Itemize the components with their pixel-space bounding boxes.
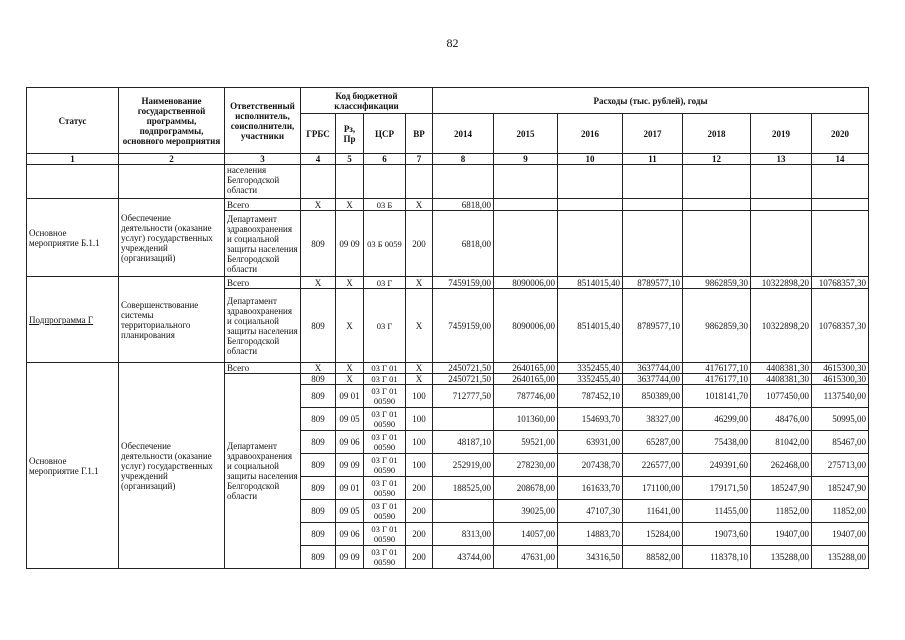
amount-cell: 19073,60 <box>683 523 751 546</box>
header-csr: ЦСР <box>364 114 406 154</box>
responsible-cell: населения Белгородской области <box>225 165 301 199</box>
rzpr-cell: 09 01 <box>336 477 364 500</box>
header-year: 2014 <box>433 114 494 154</box>
column-number: 10 <box>558 154 623 165</box>
vr-cell: 200 <box>406 477 433 500</box>
amount-cell: 46299,00 <box>683 408 751 431</box>
column-number: 4 <box>301 154 336 165</box>
responsible-cell: Всего <box>225 277 301 289</box>
amount-cell: 8789577,10 <box>623 277 683 289</box>
table-row <box>27 199 869 211</box>
amount-cell <box>494 199 558 211</box>
vr-cell: 100 <box>406 385 433 408</box>
amount-cell: 4408381,30 <box>751 363 812 374</box>
header-grbs: ГРБС <box>301 114 336 154</box>
status-cell: Подпрограмма Г <box>27 277 119 363</box>
amount-cell: 252919,00 <box>433 454 494 477</box>
csr-cell: 03 Г 01 00590 <box>364 500 406 523</box>
amount-cell: 154693,70 <box>558 408 623 431</box>
empty-cell <box>433 165 494 199</box>
empty-cell <box>119 165 225 199</box>
amount-cell: 1077450,00 <box>751 385 812 408</box>
responsible-cell: Департамент здравоохранения и социальной защиты населения Белгородской области <box>225 211 301 277</box>
amount-cell: 48187,10 <box>433 431 494 454</box>
amount-cell: 3637744,00 <box>623 363 683 374</box>
amount-cell: 185247,90 <box>751 477 812 500</box>
amount-cell: 179171,50 <box>683 477 751 500</box>
column-number: 14 <box>812 154 869 165</box>
responsible-cell: Департамент здравоохранения и социальной защиты населения Белгородской области <box>225 374 301 569</box>
amount-cell: 10768357,30 <box>812 289 869 363</box>
amount-cell <box>751 199 812 211</box>
amount-cell: 88582,00 <box>623 546 683 569</box>
grbs-cell: 809 <box>301 408 336 431</box>
amount-cell: 9862859,30 <box>683 277 751 289</box>
responsible-cell: Департамент здравоохранения и социальной защиты населения Белгородской области <box>225 289 301 363</box>
amount-cell <box>623 211 683 277</box>
amount-cell: 7459159,00 <box>433 277 494 289</box>
empty-cell <box>336 165 364 199</box>
amount-cell: 1018141,70 <box>683 385 751 408</box>
amount-cell: 75438,00 <box>683 431 751 454</box>
rzpr-cell: Х <box>336 374 364 385</box>
amount-cell: 10768357,30 <box>812 277 869 289</box>
amount-cell: 118378,10 <box>683 546 751 569</box>
header-year: 2020 <box>812 114 869 154</box>
vr-cell: 200 <box>406 523 433 546</box>
grbs-cell: 809 <box>301 477 336 500</box>
amount-cell: 171100,00 <box>623 477 683 500</box>
amount-cell: 4615300,30 <box>812 374 869 385</box>
grbs-cell: 809 <box>301 454 336 477</box>
amount-cell: 11641,00 <box>623 500 683 523</box>
column-number: 8 <box>433 154 494 165</box>
amount-cell: 81042,00 <box>751 431 812 454</box>
column-number: 3 <box>225 154 301 165</box>
grbs-cell: 809 <box>301 546 336 569</box>
amount-cell: 4176177,10 <box>683 363 751 374</box>
amount-cell: 1137540,00 <box>812 385 869 408</box>
amount-cell: 4176177,10 <box>683 374 751 385</box>
amount-cell: 135288,00 <box>751 546 812 569</box>
column-number: 13 <box>751 154 812 165</box>
amount-cell: 6818,00 <box>433 211 494 277</box>
amount-cell: 11852,00 <box>812 500 869 523</box>
header-vr: ВР <box>406 114 433 154</box>
csr-cell: 03 Г 01 00590 <box>364 523 406 546</box>
amount-cell <box>433 408 494 431</box>
vr-cell: 100 <box>406 408 433 431</box>
header-year: 2017 <box>623 114 683 154</box>
column-number: 2 <box>119 154 225 165</box>
amount-cell: 8514015,40 <box>558 289 623 363</box>
amount-cell: 15284,00 <box>623 523 683 546</box>
amount-cell: 4615300,30 <box>812 363 869 374</box>
amount-cell: 8514015,40 <box>558 277 623 289</box>
csr-cell: 03 Г 01 00590 <box>364 408 406 431</box>
empty-cell <box>301 165 336 199</box>
continuation-row <box>27 165 869 199</box>
csr-cell: 03 Г 01 00590 <box>364 477 406 500</box>
name-cell: Совершенствование системы территориального планирования <box>119 277 225 363</box>
amount-cell: 226577,00 <box>623 454 683 477</box>
amount-cell: 3352455,40 <box>558 363 623 374</box>
rzpr-cell: Х <box>336 289 364 363</box>
amount-cell <box>494 211 558 277</box>
csr-cell: 03 Г 01 00590 <box>364 454 406 477</box>
amount-cell: 101360,00 <box>494 408 558 431</box>
amount-cell: 2640165,00 <box>494 374 558 385</box>
grbs-cell: 809 <box>301 289 336 363</box>
status-cell: Основное мероприятие Б.1.1 <box>27 199 119 277</box>
amount-cell: 135288,00 <box>812 546 869 569</box>
empty-cell <box>812 165 869 199</box>
amount-cell: 2450721,50 <box>433 374 494 385</box>
vr-cell: Х <box>406 363 433 374</box>
rzpr-cell: 09 05 <box>336 408 364 431</box>
amount-cell: 4408381,30 <box>751 374 812 385</box>
amount-cell: 59521,00 <box>494 431 558 454</box>
csr-cell: 03 Г 01 00590 <box>364 385 406 408</box>
vr-cell: 200 <box>406 546 433 569</box>
empty-cell <box>558 165 623 199</box>
empty-cell <box>623 165 683 199</box>
amount-cell <box>558 199 623 211</box>
amount-cell <box>751 211 812 277</box>
amount-cell: 3637744,00 <box>623 374 683 385</box>
status-cell: Основное мероприятие Г.1.1 <box>27 363 119 569</box>
vr-cell: 100 <box>406 431 433 454</box>
name-cell: Обеспечение деятельности (оказание услуг) государственных учреждений (организаций) <box>119 363 225 569</box>
amount-cell: 6818,00 <box>433 199 494 211</box>
empty-cell <box>494 165 558 199</box>
empty-cell <box>27 165 119 199</box>
amount-cell: 14883,70 <box>558 523 623 546</box>
amount-cell: 19407,00 <box>812 523 869 546</box>
amount-cell <box>812 199 869 211</box>
rzpr-cell: 09 09 <box>336 211 364 277</box>
amount-cell: 8789577,10 <box>623 289 683 363</box>
rzpr-cell: 09 06 <box>336 523 364 546</box>
header-year: 2019 <box>751 114 812 154</box>
amount-cell: 712777,50 <box>433 385 494 408</box>
amount-cell: 48476,00 <box>751 408 812 431</box>
column-number: 12 <box>683 154 751 165</box>
amount-cell: 3352455,40 <box>558 374 623 385</box>
table-row <box>27 277 869 289</box>
amount-cell: 19407,00 <box>751 523 812 546</box>
rzpr-cell: 09 01 <box>336 385 364 408</box>
budget-table <box>26 87 869 569</box>
grbs-cell: 809 <box>301 211 336 277</box>
header-rzpr: Рз, Пр <box>336 114 364 154</box>
csr-cell: 03 Г 01 00590 <box>364 546 406 569</box>
grbs-cell: 809 <box>301 500 336 523</box>
amount-cell <box>558 211 623 277</box>
vr-cell: Х <box>406 199 433 211</box>
header-year: 2015 <box>494 114 558 154</box>
rzpr-cell: 09 09 <box>336 454 364 477</box>
column-number: 6 <box>364 154 406 165</box>
grbs-cell: Х <box>301 199 336 211</box>
rzpr-cell: 09 09 <box>336 546 364 569</box>
header-name: Наименование государственной программы, подпрограммы, основного мероприятия <box>119 88 225 154</box>
amount-cell: 47107,30 <box>558 500 623 523</box>
amount-cell: 2640165,00 <box>494 363 558 374</box>
column-number: 9 <box>494 154 558 165</box>
amount-cell: 7459159,00 <box>433 289 494 363</box>
header-status: Статус <box>27 88 119 154</box>
amount-cell: 275713,00 <box>812 454 869 477</box>
column-number: 1 <box>27 154 119 165</box>
empty-cell <box>364 165 406 199</box>
page-number: 82 <box>446 36 459 50</box>
csr-cell: 03 Б 0059 <box>364 211 406 277</box>
amount-cell: 8090006,00 <box>494 277 558 289</box>
grbs-cell: Х <box>301 277 336 289</box>
csr-cell: 03 Г 01 <box>364 363 406 374</box>
amount-cell <box>683 199 751 211</box>
column-number: 5 <box>336 154 364 165</box>
amount-cell: 11455,00 <box>683 500 751 523</box>
amount-cell <box>683 211 751 277</box>
amount-cell: 185247,90 <box>812 477 869 500</box>
amount-cell: 208678,00 <box>494 477 558 500</box>
amount-cell: 10322898,20 <box>751 289 812 363</box>
vr-cell: Х <box>406 289 433 363</box>
amount-cell: 47631,00 <box>494 546 558 569</box>
header-year: 2018 <box>683 114 751 154</box>
amount-cell: 43744,00 <box>433 546 494 569</box>
amount-cell: 10322898,20 <box>751 277 812 289</box>
rzpr-cell: Х <box>336 363 364 374</box>
amount-cell: 161633,70 <box>558 477 623 500</box>
csr-cell: 03 Г <box>364 289 406 363</box>
grbs-cell: Х <box>301 363 336 374</box>
amount-cell: 38327,00 <box>623 408 683 431</box>
vr-cell: Х <box>406 374 433 385</box>
vr-cell: 100 <box>406 454 433 477</box>
grbs-cell: 809 <box>301 431 336 454</box>
amount-cell: 65287,00 <box>623 431 683 454</box>
vr-cell: 200 <box>406 211 433 277</box>
budget-table-body <box>27 88 869 569</box>
amount-cell: 50995,00 <box>812 408 869 431</box>
header-budget-code: Код бюджетной классификации <box>301 88 433 114</box>
grbs-cell: 809 <box>301 523 336 546</box>
amount-cell: 278230,00 <box>494 454 558 477</box>
amount-cell: 8313,00 <box>433 523 494 546</box>
amount-cell <box>812 211 869 277</box>
amount-cell: 34316,50 <box>558 546 623 569</box>
table-row <box>27 363 869 374</box>
amount-cell: 63931,00 <box>558 431 623 454</box>
amount-cell: 787746,00 <box>494 385 558 408</box>
amount-cell: 11852,00 <box>751 500 812 523</box>
responsible-cell: Всего <box>225 363 301 374</box>
header-responsible: Ответственный исполнитель, соисполнители, участники <box>225 88 301 154</box>
rzpr-cell: Х <box>336 199 364 211</box>
header-row <box>27 88 869 114</box>
grbs-cell: 809 <box>301 374 336 385</box>
responsible-cell: Всего <box>225 199 301 211</box>
amount-cell <box>623 199 683 211</box>
rzpr-cell: 09 05 <box>336 500 364 523</box>
csr-cell: 03 Г <box>364 277 406 289</box>
empty-cell <box>683 165 751 199</box>
header-expenses: Расходы (тыс. рублей), годы <box>433 88 869 114</box>
amount-cell: 9862859,30 <box>683 289 751 363</box>
amount-cell: 2450721,50 <box>433 363 494 374</box>
amount-cell: 787452,10 <box>558 385 623 408</box>
csr-cell: 03 Г 01 00590 <box>364 431 406 454</box>
amount-cell: 850389,00 <box>623 385 683 408</box>
rzpr-cell: Х <box>336 277 364 289</box>
vr-cell: 200 <box>406 500 433 523</box>
amount-cell: 207438,70 <box>558 454 623 477</box>
vr-cell: Х <box>406 277 433 289</box>
column-number: 7 <box>406 154 433 165</box>
column-number-row <box>27 154 869 165</box>
empty-cell <box>406 165 433 199</box>
header-year: 2016 <box>558 114 623 154</box>
amount-cell: 39025,00 <box>494 500 558 523</box>
amount-cell: 249391,60 <box>683 454 751 477</box>
csr-cell: 03 Г 01 <box>364 374 406 385</box>
amount-cell <box>433 500 494 523</box>
name-cell: Обеспечение деятельности (оказание услуг) государственных учреждений (организаций) <box>119 199 225 277</box>
amount-cell: 85467,00 <box>812 431 869 454</box>
grbs-cell: 809 <box>301 385 336 408</box>
empty-cell <box>751 165 812 199</box>
amount-cell: 188525,00 <box>433 477 494 500</box>
column-number: 11 <box>623 154 683 165</box>
csr-cell: 03 Б <box>364 199 406 211</box>
rzpr-cell: 09 06 <box>336 431 364 454</box>
amount-cell: 14057,00 <box>494 523 558 546</box>
amount-cell: 8090006,00 <box>494 289 558 363</box>
amount-cell: 262468,00 <box>751 454 812 477</box>
